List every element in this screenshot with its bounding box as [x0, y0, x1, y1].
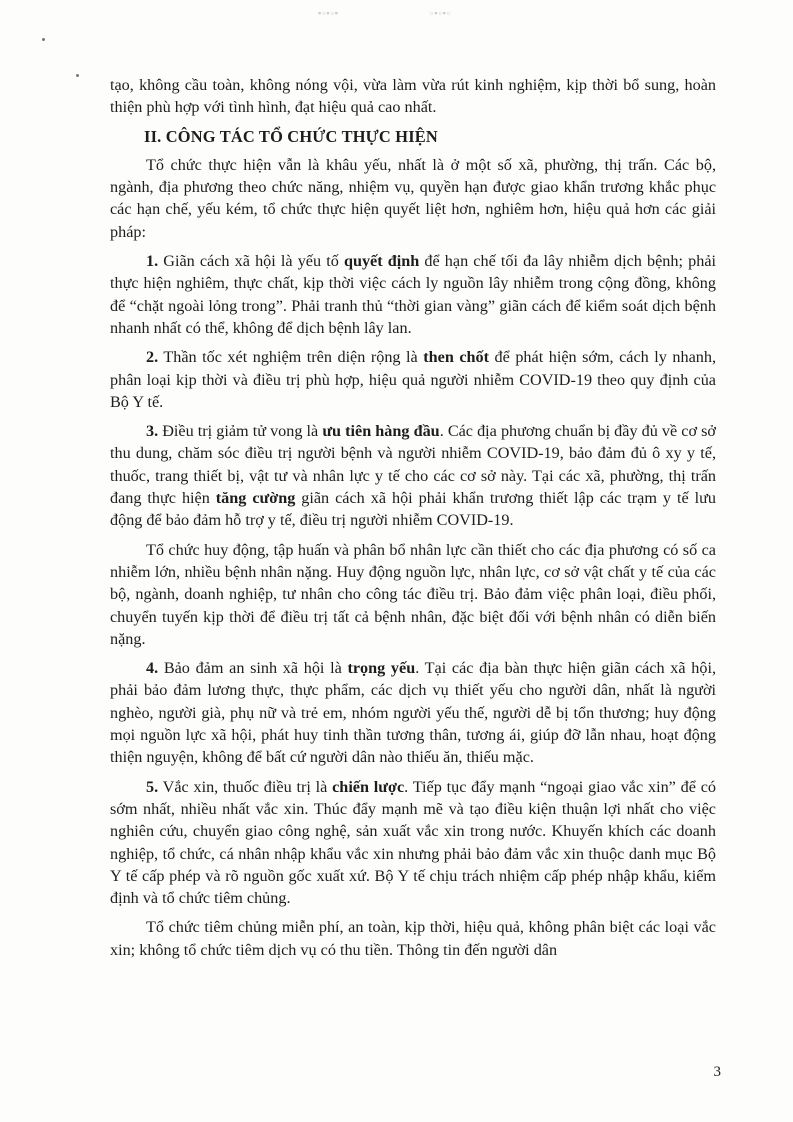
- intro-fragment: tạo, không cầu toàn, không nóng vội, vừa làm vừa rút kinh nghiệm, kịp thời bổ sung, hoàn thiện phù hợp với tình hình, đạt hiệu quả cao nhất.: [110, 76, 716, 117]
- item-number: 5.: [146, 777, 159, 796]
- item-text: Bảo đảm an sinh xã hội là: [158, 659, 348, 678]
- item-keyword: chiến lược: [332, 777, 405, 796]
- item-5: [110, 776, 716, 910]
- item-text: . Các địa phương chuẩn bị đầy đủ về cơ sở thu dung, chăm sóc điều trị người bệnh và người nhiễm COVID-19, bảo đảm đủ ô xy y tế, thuốc, trang thiết bị, vật tư và nhân lực y tế cho các cơ sở này. Tại các xã, phường, thị trấn đang thực hiện: [110, 422, 716, 508]
- scan-dot: [76, 74, 79, 77]
- item-text: Vắc xin, thuốc điều trị là: [158, 777, 333, 796]
- item-keyword: trọng yếu: [347, 659, 416, 678]
- item-text: Điều trị giảm tử vong là: [158, 422, 323, 441]
- item-text: . Tiếp tục đẩy mạnh “ngoại giao vắc xin” để có sớm nhất, nhiều nhất vắc xin. Thúc đẩy mạnh mẽ và tạo điều kiện thuận lợi nhất cho việc nghiên cứu, chuyển giao công nghệ, sản xuất vắc xin trong nước. Khuyến khích các doanh nghiệp, tổ chức, cá nhân nhập khẩu vắc xin nhưng phải bảo đảm vắc xin thuộc danh mục Bộ Y tế cấp phép và rõ nguồn gốc xuất xứ. Bộ Y tế chịu trách nhiệm cấp phép nhập khẩu, kiểm định và tổ chức tiêm chủng.: [110, 777, 716, 908]
- item-keyword: then chốt: [423, 348, 490, 367]
- item-4: [110, 657, 716, 768]
- item-number: 1.: [146, 252, 159, 271]
- item-number: 2.: [146, 348, 159, 367]
- item-keyword: quyết định: [343, 252, 420, 271]
- item-text: để phát hiện sớm, cách ly nhanh, phân loại kịp thời và điều trị phù hợp, hiệu quả người nhiễm COVID-19 theo quy định của Bộ Y tế.: [110, 348, 716, 411]
- scan-artifact: ▪▫▪▫▪: [318, 8, 339, 18]
- item-keyword: tăng cường: [215, 489, 296, 508]
- item-text: để hạn chế tối đa lây nhiễm dịch bệnh; phải thực hiện nghiêm, thực chất, kịp thời việc cách ly nguồn lây nhiễm trong cộng đồng, không để “chặt ngoài lỏng trong”. Phải tranh thủ “thời gian vàng” giãn cách để kiểm soát dịch bệnh nhanh nhất có thể, không để dịch bệnh lây lan.: [110, 252, 716, 337]
- section-intro: Tổ chức thực hiện vẫn là khâu yếu, nhất là ở một số xã, phường, thị trấn. Các bộ, ngành, địa phương theo chức năng, nhiệm vụ, quyền hạn được giao khẩn trương khắc phục các hạn chế, yếu kém, tổ chức thực hiện quyết liệt hơn, nghiêm hơn, hiệu quả hơn các giải pháp:: [110, 155, 716, 241]
- scan-dot: [42, 38, 45, 41]
- item-text: Thần tốc xét nghiệm trên diện rộng là: [158, 348, 424, 367]
- para-mobilize: Tổ chức huy động, tập huấn và phân bổ nhân lực cần thiết cho các địa phương có số ca nhiễm lớn, nhiều bệnh nhân nặng. Huy động nguồn lực, nhân lực, cơ sở vật chất y tế của các bộ, ngành, doanh nghiệp, tư nhân cho công tác điều trị. Bảo đảm việc phân loại, điều phối, chuyển tuyến kịp thời để điều trị tất cả bệnh nhân, đặc biệt đối với bệnh nhân có diễn biến nặng.: [110, 540, 716, 648]
- item-number: 4.: [146, 659, 159, 678]
- page-number: 3: [713, 1064, 721, 1080]
- item-text: Giãn cách xã hội là yếu tố: [158, 252, 344, 271]
- section-heading: II. CÔNG TÁC TỔ CHỨC THỰC HIỆN: [144, 126, 438, 146]
- item-text: giãn cách xã hội phải khẩn trương thiết lập các trạm y tế lưu động để bảo đảm hỗ trợ y tế, điều trị người nhiễm COVID-19.: [110, 489, 716, 530]
- scan-artifact: ▫▪▫▪▫: [430, 8, 451, 18]
- item-3: [110, 420, 716, 531]
- para-vaccination: Tổ chức tiêm chủng miễn phí, an toàn, kịp thời, hiệu quả, không phân biệt các loại vắc xin; không tổ chức tiêm dịch vụ có thu tiền. Thông tin đến người dân: [110, 918, 716, 959]
- item-keyword: ưu tiên hàng đầu: [322, 422, 440, 441]
- item-2: [110, 346, 716, 413]
- item-text: . Tại các địa bàn thực hiện giãn cách xã hội, phải bảo đảm lương thực, thực phẩm, các dịch vụ thiết yếu cho người dân, nhất là người nghèo, người già, phụ nữ và trẻ em, nhóm người yếu thế, người dễ bị tổn thương; huy động mọi nguồn lực xã hội, phát huy tinh thần tương thân, tương ái, giúp đỡ lẫn nhau, hoạt động thiện nguyện, không để bất cứ người dân nào thiếu ăn, thiếu mặc.: [110, 659, 717, 767]
- document-page: [110, 74, 716, 968]
- item-1: [110, 250, 716, 339]
- item-number: 3.: [146, 422, 159, 441]
